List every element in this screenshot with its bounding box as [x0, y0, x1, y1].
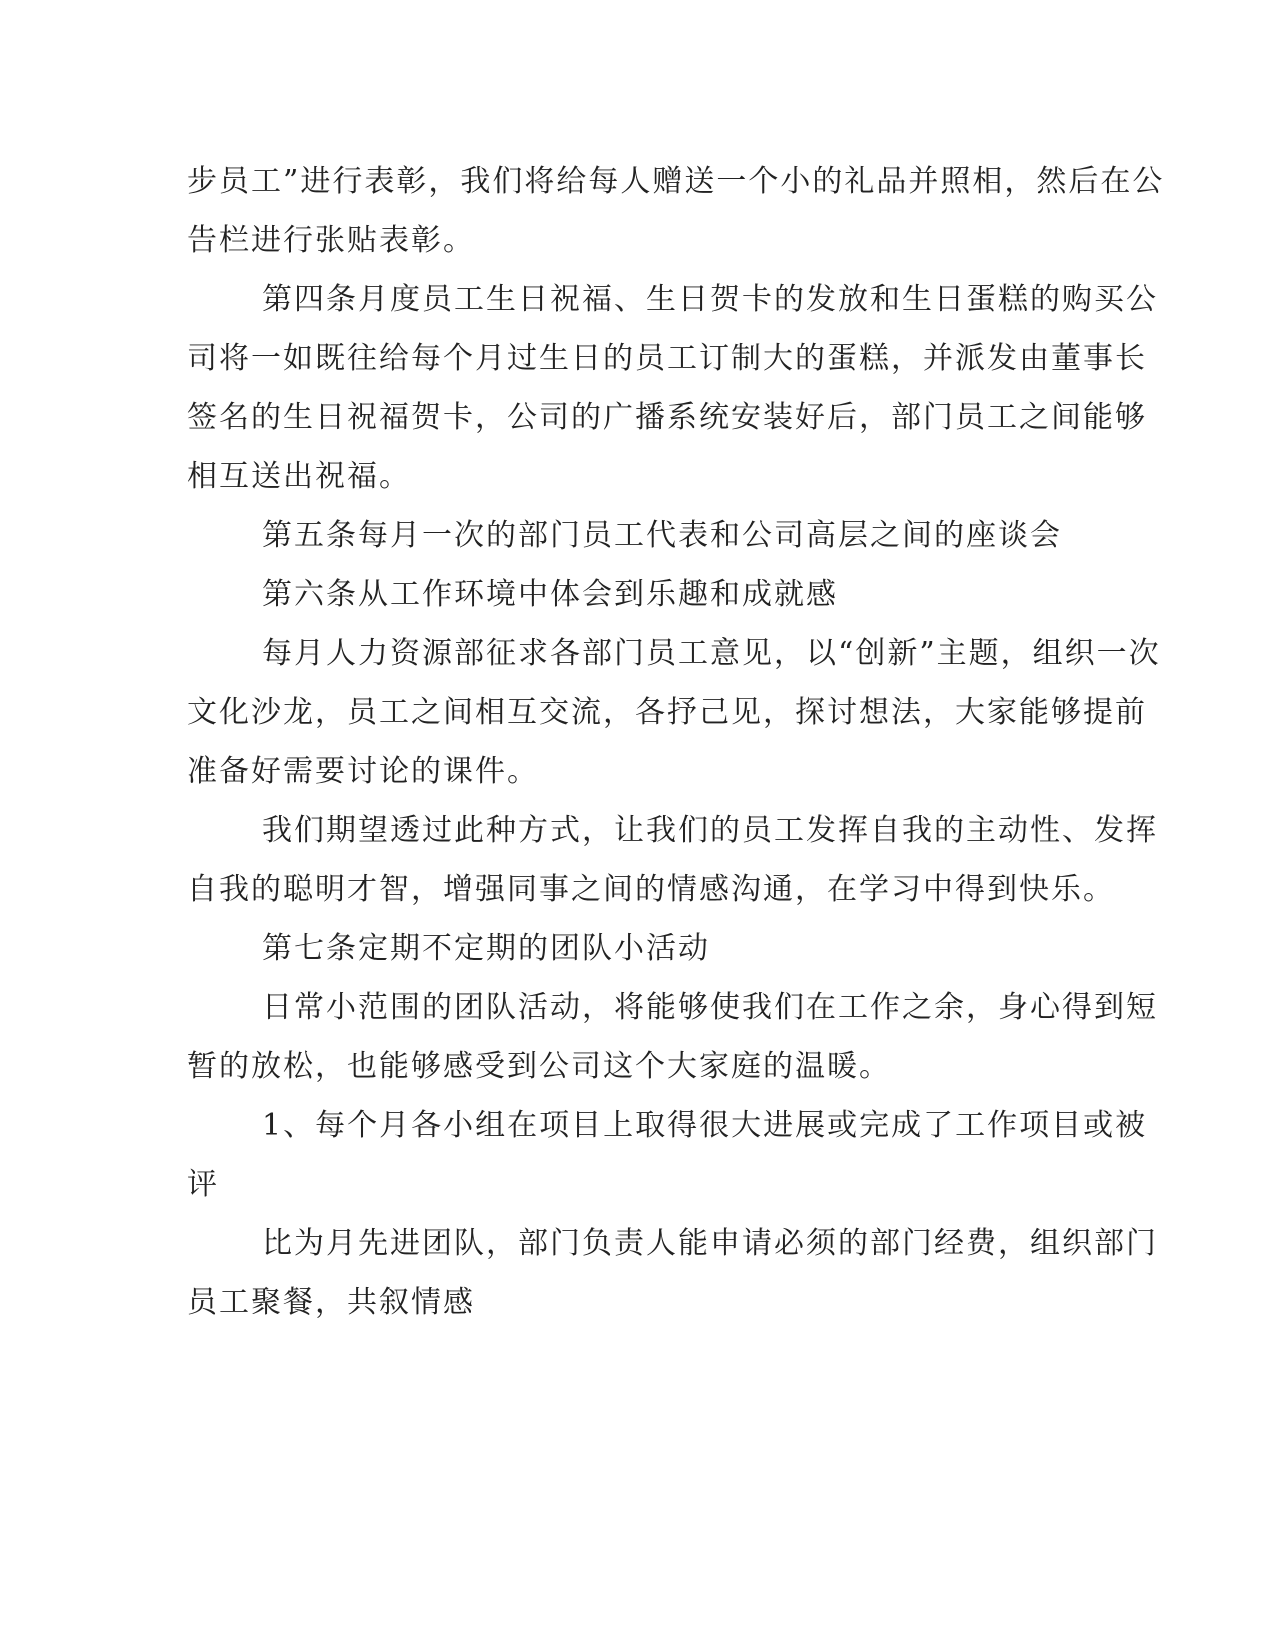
paragraph-line: 我们期望透过此种方式，让我们的员工发挥自我的主动性、发挥 [262, 813, 1158, 848]
paragraph-line: 每月人力资源部征求各部门员工意见，以“创新”主题，组织一次 [262, 636, 1161, 671]
paragraph-line: 自我的聪明才智，增强同事之间的情感沟通，在学习中得到快乐。 [187, 872, 1115, 907]
paragraph-line: 比为月先进团队，部门负责人能申请必须的部门经费，组织部门 [262, 1226, 1158, 1261]
paragraph-line: 日常小范围的团队活动，将能够使我们在工作之余，身心得到短 [262, 990, 1158, 1025]
paragraph-line: 第四条月度员工生日祝福、生日贺卡的发放和生日蛋糕的购买公 [262, 282, 1158, 317]
paragraph-line: 文化沙龙，员工之间相互交流，各抒己见，探讨想法，大家能够提前 [187, 695, 1147, 730]
paragraph-line: 步员工”进行表彰，我们将给每人赠送一个小的礼品并照相，然后在公 [187, 164, 1165, 199]
paragraph-line: 准备好需要讨论的课件。 [187, 754, 539, 789]
paragraph-line: 第七条定期不定期的团队小活动 [262, 931, 710, 966]
paragraph-line: 暂的放松，也能够感受到公司这个大家庭的温暖。 [187, 1049, 891, 1084]
paragraph-line: 员工聚餐，共叙情感 [187, 1285, 475, 1320]
paragraph-line: 司将一如既往给每个月过生日的员工订制大的蛋糕，并派发由董事长 [187, 341, 1147, 376]
paragraph-line: 第五条每月一次的部门员工代表和公司高层之间的座谈会 [262, 518, 1062, 553]
paragraph-line: 评 [187, 1167, 219, 1202]
paragraph-line: 签名的生日祝福贺卡，公司的广播系统安装好后，部门员工之间能够 [187, 400, 1147, 435]
paragraph-line: 1、每个月各小组在项目上取得很大进展或完成了工作项目或被 [262, 1108, 1148, 1143]
paragraph-line: 第六条从工作环境中体会到乐趣和成就感 [262, 577, 838, 612]
paragraph-line: 相互送出祝福。 [187, 459, 411, 494]
paragraph-line: 告栏进行张贴表彰。 [187, 223, 475, 258]
